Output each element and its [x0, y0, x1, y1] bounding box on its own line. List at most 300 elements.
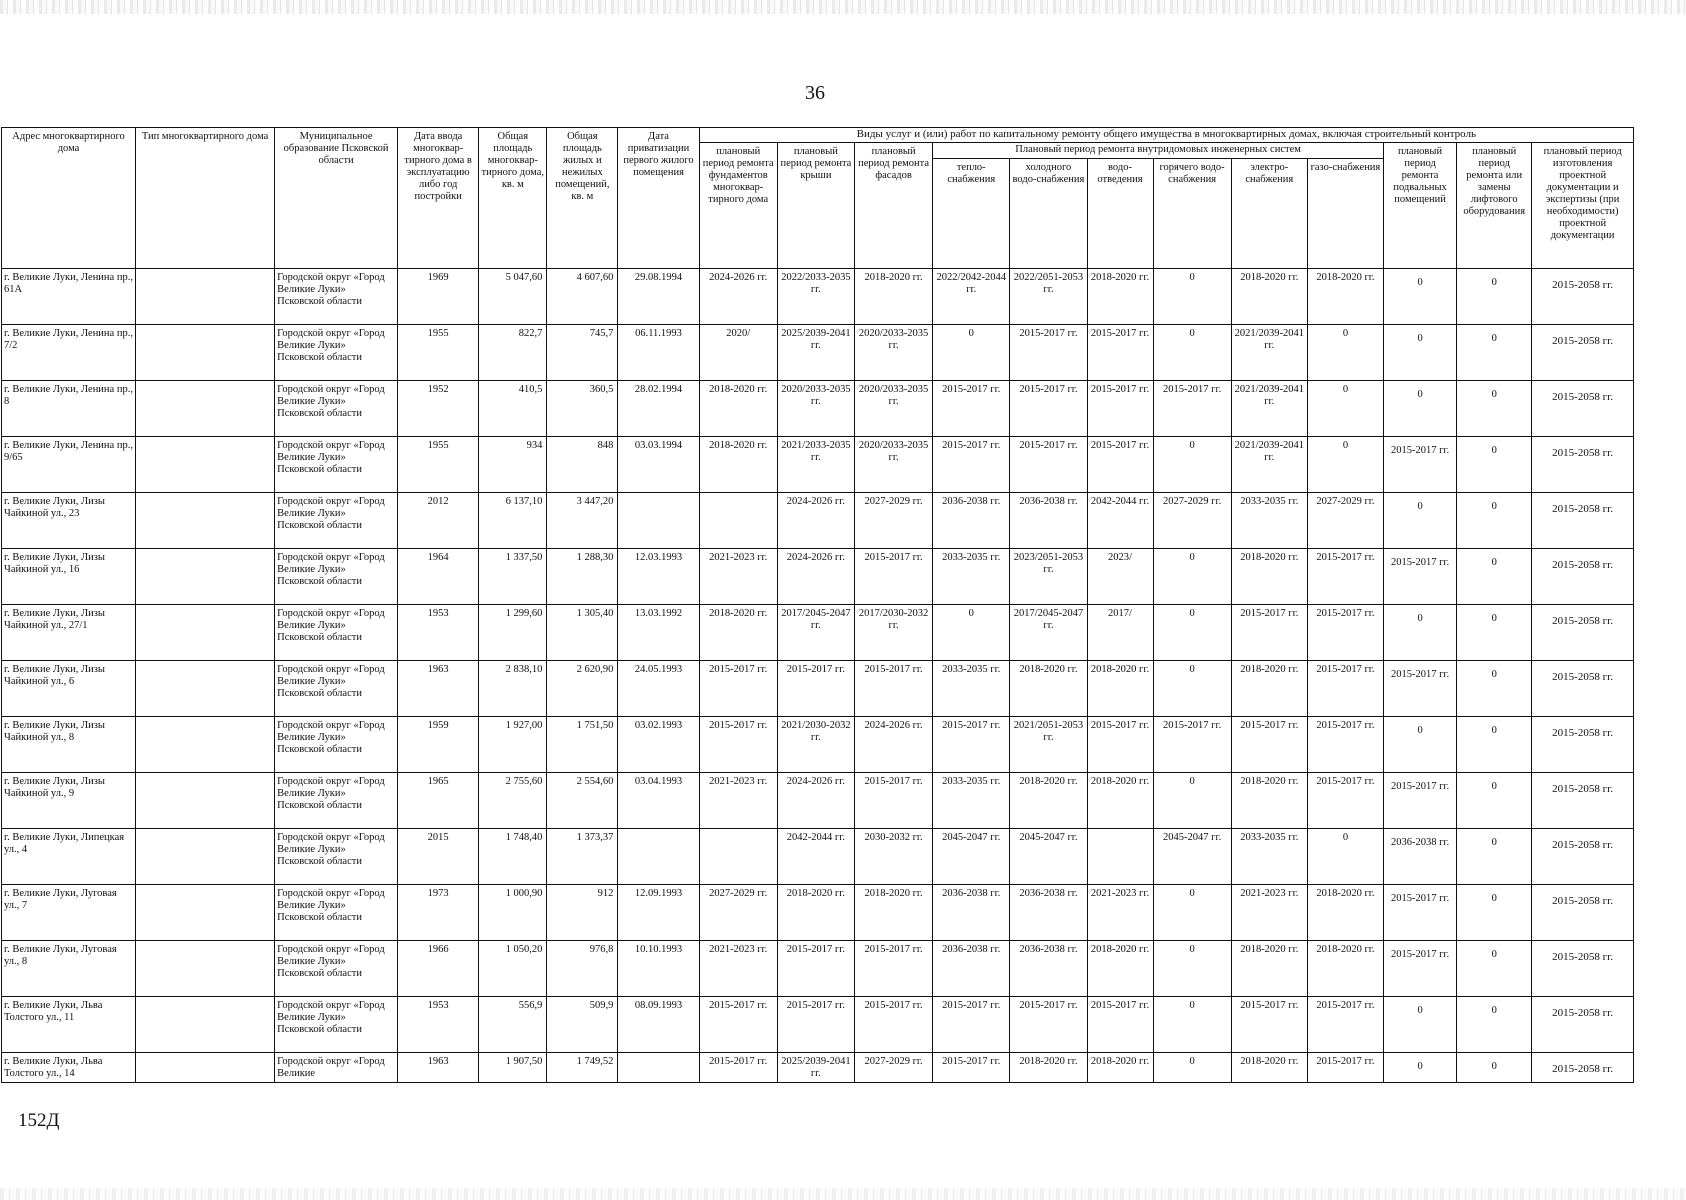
cell-design-docs: 2015-2058 гг.	[1532, 325, 1634, 381]
cell-heat: 2033-2035 гг.	[933, 773, 1010, 829]
table-row	[2, 381, 1634, 437]
cell-electric: 2021/2039-2041 гг.	[1231, 381, 1307, 437]
cell-house-type	[136, 1053, 275, 1083]
cell-hot-water: 0	[1153, 1053, 1231, 1083]
cell-electric: 2033-2035 гг.	[1231, 829, 1307, 885]
cell-living-area: 1 751,50	[547, 717, 618, 773]
cell-facade: 2020/2033-2035 гг.	[854, 325, 932, 381]
cell-hot-water: 2015-2017 гг.	[1153, 381, 1231, 437]
cell-municipality: Городской округ «Город Великие Луки» Псковской области	[275, 717, 398, 773]
cell-foundation: 2020/	[699, 325, 777, 381]
cell-design-docs: 2015-2058 гг.	[1532, 1053, 1634, 1083]
cell-living-area: 976,8	[547, 941, 618, 997]
cell-basement: 0	[1384, 325, 1457, 381]
cell-commission-year: 1973	[398, 885, 479, 941]
cell-sewer: 2015-2017 гг.	[1087, 325, 1153, 381]
cell-house-type	[136, 661, 275, 717]
cell-elevator: 0	[1457, 941, 1532, 997]
cell-privatization-date: 03.02.1993	[618, 717, 699, 773]
cell-facade: 2020/2033-2035 гг.	[854, 381, 932, 437]
cell-privatization-date: 24.05.1993	[618, 661, 699, 717]
cell-total-area: 1 050,20	[479, 941, 547, 997]
cell-living-area: 745,7	[547, 325, 618, 381]
cell-privatization-date	[618, 493, 699, 549]
cell-elevator: 0	[1457, 773, 1532, 829]
cell-design-docs: 2015-2058 гг.	[1532, 773, 1634, 829]
cell-address: г. Великие Луки, Льва Толстого ул., 11	[2, 997, 136, 1053]
cell-house-type	[136, 997, 275, 1053]
cell-address: г. Великие Луки, Ленина пр., 7/2	[2, 325, 136, 381]
cell-house-type	[136, 549, 275, 605]
cell-living-area: 1 749,52	[547, 1053, 618, 1083]
cell-cold-water: 2017/2045-2047 гг.	[1010, 605, 1087, 661]
cell-commission-year: 1966	[398, 941, 479, 997]
cell-electric: 2015-2017 гг.	[1231, 605, 1307, 661]
cell-foundation	[699, 493, 777, 549]
header-gas: газо-снабжения	[1307, 159, 1383, 269]
cell-living-area: 2 620,90	[547, 661, 618, 717]
cell-hot-water: 2045-2047 гг.	[1153, 829, 1231, 885]
cell-sewer: 2017/	[1087, 605, 1153, 661]
cell-house-type	[136, 381, 275, 437]
cell-hot-water: 0	[1153, 549, 1231, 605]
cell-electric: 2018-2020 гг.	[1231, 269, 1307, 325]
header-facade: плановый период ремонта фасадов	[854, 143, 932, 269]
cell-design-docs: 2015-2058 гг.	[1532, 717, 1634, 773]
cell-municipality: Городской округ «Город Великие Луки» Псковской области	[275, 605, 398, 661]
cell-commission-year: 1953	[398, 605, 479, 661]
cell-sewer: 2018-2020 гг.	[1087, 661, 1153, 717]
cell-elevator: 0	[1457, 325, 1532, 381]
cell-municipality: Городской округ «Город Великие Луки» Псковской области	[275, 269, 398, 325]
cell-facade: 2027-2029 гг.	[854, 1053, 932, 1083]
cell-hot-water: 2015-2017 гг.	[1153, 717, 1231, 773]
cell-sewer: 2042-2044 гг.	[1087, 493, 1153, 549]
cell-commission-year: 1952	[398, 381, 479, 437]
page-number: 36	[805, 82, 825, 104]
cell-municipality: Городской округ «Город Великие Луки» Псковской области	[275, 493, 398, 549]
cell-municipality: Городской округ «Город Великие Луки» Псковской области	[275, 941, 398, 997]
cell-cold-water: 2018-2020 гг.	[1010, 661, 1087, 717]
cell-facade: 2017/2030-2032 гг.	[854, 605, 932, 661]
table-header	[2, 128, 1634, 269]
table-row	[2, 717, 1634, 773]
cell-sewer: 2018-2020 гг.	[1087, 941, 1153, 997]
cell-address: г. Великие Луки, Лизы Чайкиной ул., 6	[2, 661, 136, 717]
cell-privatization-date: 12.09.1993	[618, 885, 699, 941]
cell-heat: 2015-2017 гг.	[933, 381, 1010, 437]
cell-facade: 2018-2020 гг.	[854, 269, 932, 325]
cell-heat: 0	[933, 325, 1010, 381]
cell-basement: 2015-2017 гг.	[1384, 661, 1457, 717]
cell-foundation: 2018-2020 гг.	[699, 381, 777, 437]
cell-basement: 0	[1384, 493, 1457, 549]
cell-hot-water: 0	[1153, 661, 1231, 717]
table-row	[2, 269, 1634, 325]
cell-foundation: 2027-2029 гг.	[699, 885, 777, 941]
cell-design-docs: 2015-2058 гг.	[1532, 941, 1634, 997]
cell-cold-water: 2015-2017 гг.	[1010, 325, 1087, 381]
cell-foundation: 2021-2023 гг.	[699, 941, 777, 997]
table-row	[2, 885, 1634, 941]
cell-municipality: Городской округ «Город Великие Луки» Псковской области	[275, 325, 398, 381]
cell-privatization-date: 03.03.1994	[618, 437, 699, 493]
cell-gas: 0	[1307, 829, 1383, 885]
cell-house-type	[136, 941, 275, 997]
cell-foundation: 2024-2026 гг.	[699, 269, 777, 325]
scan-edge-bottom	[0, 1188, 1686, 1200]
cell-roof: 2025/2039-2041 гг.	[777, 1053, 854, 1083]
header-roof: плановый период ремонта крыши	[777, 143, 854, 269]
cell-privatization-date	[618, 829, 699, 885]
cell-basement: 2015-2017 гг.	[1384, 941, 1457, 997]
cell-design-docs: 2015-2058 гг.	[1532, 885, 1634, 941]
cell-roof: 2017/2045-2047 гг.	[777, 605, 854, 661]
cell-basement: 2036-2038 гг.	[1384, 829, 1457, 885]
cell-cold-water: 2036-2038 гг.	[1010, 941, 1087, 997]
cell-house-type	[136, 717, 275, 773]
cell-hot-water: 0	[1153, 605, 1231, 661]
cell-cold-water: 2021/2051-2053 гг.	[1010, 717, 1087, 773]
cell-roof: 2025/2039-2041 гг.	[777, 325, 854, 381]
scan-edge-top	[0, 0, 1686, 14]
cell-hot-water: 0	[1153, 437, 1231, 493]
header-basement: плановый период ремонта подвальных помещений	[1384, 143, 1457, 269]
cell-sewer: 2015-2017 гг.	[1087, 717, 1153, 773]
cell-basement: 2015-2017 гг.	[1384, 437, 1457, 493]
cell-heat: 2033-2035 гг.	[933, 549, 1010, 605]
cell-hot-water: 0	[1153, 941, 1231, 997]
cell-cold-water: 2015-2017 гг.	[1010, 381, 1087, 437]
cell-municipality: Городской округ «Город Великие Луки» Псковской области	[275, 549, 398, 605]
cell-commission-year: 1963	[398, 1053, 479, 1083]
cell-address: г. Великие Луки, Лизы Чайкиной ул., 23	[2, 493, 136, 549]
cell-total-area: 1 337,50	[479, 549, 547, 605]
cell-elevator: 0	[1457, 885, 1532, 941]
cell-cold-water: 2018-2020 гг.	[1010, 1053, 1087, 1083]
cell-total-area: 822,7	[479, 325, 547, 381]
cell-hot-water: 0	[1153, 885, 1231, 941]
cell-municipality: Городской округ «Город Великие Луки» Псковской области	[275, 997, 398, 1053]
cell-municipality: Городской округ «Город Великие Луки» Псковской области	[275, 661, 398, 717]
cell-hot-water: 0	[1153, 773, 1231, 829]
header-systems-group: Плановый период ремонта внутридомовых инженерных систем	[933, 143, 1384, 159]
cell-gas: 2015-2017 гг.	[1307, 717, 1383, 773]
header-sewer: водо-отведения	[1087, 159, 1153, 269]
cell-gas: 2018-2020 гг.	[1307, 885, 1383, 941]
cell-address: г. Великие Луки, Луговая ул., 7	[2, 885, 136, 941]
cell-commission-year: 1953	[398, 997, 479, 1053]
cell-living-area: 1 288,30	[547, 549, 618, 605]
cell-roof: 2015-2017 гг.	[777, 661, 854, 717]
cell-living-area: 1 373,37	[547, 829, 618, 885]
capital-repair-table	[1, 127, 1634, 1083]
cell-roof: 2022/2033-2035 гг.	[777, 269, 854, 325]
cell-sewer: 2018-2020 гг.	[1087, 1053, 1153, 1083]
cell-facade: 2015-2017 гг.	[854, 661, 932, 717]
cell-house-type	[136, 773, 275, 829]
cell-facade: 2030-2032 гг.	[854, 829, 932, 885]
cell-heat: 2015-2017 гг.	[933, 437, 1010, 493]
cell-facade: 2015-2017 гг.	[854, 773, 932, 829]
cell-foundation: 2015-2017 гг.	[699, 997, 777, 1053]
cell-basement: 0	[1384, 269, 1457, 325]
cell-commission-year: 1965	[398, 773, 479, 829]
cell-gas: 2015-2017 гг.	[1307, 605, 1383, 661]
cell-electric: 2021/2039-2041 гг.	[1231, 437, 1307, 493]
cell-privatization-date: 29.08.1994	[618, 269, 699, 325]
cell-total-area: 5 047,60	[479, 269, 547, 325]
cell-privatization-date: 13.03.1992	[618, 605, 699, 661]
cell-commission-year: 2015	[398, 829, 479, 885]
cell-sewer: 2015-2017 гг.	[1087, 997, 1153, 1053]
cell-gas: 2018-2020 гг.	[1307, 269, 1383, 325]
header-cold-water: холодного водо-снабжения	[1010, 159, 1087, 269]
cell-privatization-date: 12.03.1993	[618, 549, 699, 605]
cell-gas: 2015-2017 гг.	[1307, 773, 1383, 829]
table-row	[2, 661, 1634, 717]
cell-municipality: Городской округ «Город Великие Луки» Псковской области	[275, 437, 398, 493]
cell-total-area: 1 748,40	[479, 829, 547, 885]
cell-cold-water: 2015-2017 гг.	[1010, 997, 1087, 1053]
cell-roof: 2018-2020 гг.	[777, 885, 854, 941]
cell-municipality: Городской округ «Город Великие Луки» Псковской области	[275, 381, 398, 437]
cell-roof: 2015-2017 гг.	[777, 997, 854, 1053]
cell-hot-water: 2027-2029 гг.	[1153, 493, 1231, 549]
cell-house-type	[136, 605, 275, 661]
cell-design-docs: 2015-2058 гг.	[1532, 381, 1634, 437]
cell-facade: 2020/2033-2035 гг.	[854, 437, 932, 493]
cell-roof: 2024-2026 гг.	[777, 549, 854, 605]
header-address: Адрес многоквартирного дома	[2, 128, 136, 269]
header-total-area: Общая площадь многоквар-тирного дома, кв. м	[479, 128, 547, 269]
cell-design-docs: 2015-2058 гг.	[1532, 437, 1634, 493]
cell-total-area: 2 755,60	[479, 773, 547, 829]
header-works-group: Виды услуг и (или) работ по капитальному ремонту общего имущества в многоквартирных домах, включая строительный контроль	[699, 128, 1633, 143]
cell-privatization-date	[618, 1053, 699, 1083]
cell-house-type	[136, 269, 275, 325]
cell-privatization-date: 03.04.1993	[618, 773, 699, 829]
cell-privatization-date: 06.11.1993	[618, 325, 699, 381]
cell-living-area: 509,9	[547, 997, 618, 1053]
cell-total-area: 2 838,10	[479, 661, 547, 717]
table-row	[2, 605, 1634, 661]
cell-privatization-date: 08.09.1993	[618, 997, 699, 1053]
cell-elevator: 0	[1457, 1053, 1532, 1083]
cell-house-type	[136, 437, 275, 493]
cell-privatization-date: 28.02.1994	[618, 381, 699, 437]
cell-heat: 2036-2038 гг.	[933, 493, 1010, 549]
cell-roof: 2024-2026 гг.	[777, 773, 854, 829]
cell-electric: 2015-2017 гг.	[1231, 717, 1307, 773]
cell-elevator: 0	[1457, 605, 1532, 661]
cell-hot-water: 0	[1153, 997, 1231, 1053]
cell-address: г. Великие Луки, Луговая ул., 8	[2, 941, 136, 997]
cell-commission-year: 1969	[398, 269, 479, 325]
cell-foundation: 2015-2017 гг.	[699, 717, 777, 773]
cell-basement: 2015-2017 гг.	[1384, 773, 1457, 829]
header-electric: электро-снабжения	[1231, 159, 1307, 269]
cell-basement: 0	[1384, 381, 1457, 437]
cell-gas: 2015-2017 гг.	[1307, 997, 1383, 1053]
cell-electric: 2021/2039-2041 гг.	[1231, 325, 1307, 381]
cell-municipality: Городской округ «Город Великие Луки» Псковской области	[275, 773, 398, 829]
cell-total-area: 556,9	[479, 997, 547, 1053]
header-commission-date: Дата ввода многоквар-тирного дома в эксплуатацию либо год постройки	[398, 128, 479, 269]
cell-sewer: 2018-2020 гг.	[1087, 773, 1153, 829]
header-hot-water: горячего водо-снабжения	[1153, 159, 1231, 269]
cell-commission-year: 1964	[398, 549, 479, 605]
cell-electric: 2033-2035 гг.	[1231, 493, 1307, 549]
cell-total-area: 934	[479, 437, 547, 493]
table-row	[2, 437, 1634, 493]
table-row	[2, 941, 1634, 997]
cell-facade: 2015-2017 гг.	[854, 549, 932, 605]
cell-roof: 2021/2033-2035 гг.	[777, 437, 854, 493]
cell-hot-water: 0	[1153, 325, 1231, 381]
cell-elevator: 0	[1457, 437, 1532, 493]
cell-heat: 2015-2017 гг.	[933, 1053, 1010, 1083]
cell-heat: 2015-2017 гг.	[933, 717, 1010, 773]
cell-elevator: 0	[1457, 381, 1532, 437]
cell-design-docs: 2015-2058 гг.	[1532, 493, 1634, 549]
cell-roof: 2021/2030-2032 гг.	[777, 717, 854, 773]
cell-commission-year: 1955	[398, 325, 479, 381]
cell-total-area: 410,5	[479, 381, 547, 437]
cell-electric: 2018-2020 гг.	[1231, 773, 1307, 829]
cell-roof: 2024-2026 гг.	[777, 493, 854, 549]
table-row	[2, 1053, 1634, 1083]
cell-basement: 2015-2017 гг.	[1384, 549, 1457, 605]
header-elevator: плановый период ремонта или замены лифтового оборудования	[1457, 143, 1532, 269]
cell-sewer: 2015-2017 гг.	[1087, 381, 1153, 437]
cell-electric: 2015-2017 гг.	[1231, 997, 1307, 1053]
header-design-docs: плановый период изготовления проектной документации и экспертизы (при необходимости) проектной документации	[1532, 143, 1634, 269]
cell-address: г. Великие Луки, Ленина пр., 61А	[2, 269, 136, 325]
cell-foundation: 2021-2023 гг.	[699, 773, 777, 829]
cell-hot-water: 0	[1153, 269, 1231, 325]
cell-total-area: 1 927,00	[479, 717, 547, 773]
cell-gas: 2018-2020 гг.	[1307, 941, 1383, 997]
header-municipality: Муниципальное образование Псковской области	[275, 128, 398, 269]
cell-municipality: Городской округ «Город Великие	[275, 1053, 398, 1083]
cell-foundation: 2015-2017 гг.	[699, 661, 777, 717]
cell-facade: 2024-2026 гг.	[854, 717, 932, 773]
cell-elevator: 0	[1457, 661, 1532, 717]
cell-living-area: 848	[547, 437, 618, 493]
cell-municipality: Городской округ «Город Великие Луки» Псковской области	[275, 829, 398, 885]
cell-facade: 2027-2029 гг.	[854, 493, 932, 549]
cell-design-docs: 2015-2058 гг.	[1532, 997, 1634, 1053]
cell-gas: 2015-2017 гг.	[1307, 549, 1383, 605]
cell-elevator: 0	[1457, 269, 1532, 325]
cell-facade: 2018-2020 гг.	[854, 885, 932, 941]
table-row	[2, 773, 1634, 829]
cell-total-area: 1 299,60	[479, 605, 547, 661]
cell-gas: 0	[1307, 381, 1383, 437]
cell-basement: 0	[1384, 717, 1457, 773]
cell-foundation: 2021-2023 гг.	[699, 549, 777, 605]
cell-cold-water: 2036-2038 гг.	[1010, 493, 1087, 549]
cell-design-docs: 2015-2058 гг.	[1532, 549, 1634, 605]
cell-cold-water: 2022/2051-2053 гг.	[1010, 269, 1087, 325]
cell-cold-water: 2023/2051-2053 гг.	[1010, 549, 1087, 605]
cell-house-type	[136, 885, 275, 941]
cell-foundation: 2018-2020 гг.	[699, 437, 777, 493]
cell-elevator: 0	[1457, 549, 1532, 605]
cell-elevator: 0	[1457, 717, 1532, 773]
cell-basement: 0	[1384, 605, 1457, 661]
cell-living-area: 3 447,20	[547, 493, 618, 549]
cell-basement: 0	[1384, 1053, 1457, 1083]
cell-cold-water: 2036-2038 гг.	[1010, 885, 1087, 941]
cell-address: г. Великие Луки, Ленина пр., 8	[2, 381, 136, 437]
header-living-area: Общая площадь жилых и нежилых помещений, кв. м	[547, 128, 618, 269]
cell-total-area: 6 137,10	[479, 493, 547, 549]
cell-gas: 2015-2017 гг.	[1307, 1053, 1383, 1083]
cell-heat: 0	[933, 605, 1010, 661]
cell-electric: 2018-2020 гг.	[1231, 661, 1307, 717]
header-privatization-date: Дата приватизации первого жилого помещения	[618, 128, 699, 269]
cell-basement: 0	[1384, 997, 1457, 1053]
cell-heat: 2045-2047 гг.	[933, 829, 1010, 885]
cell-basement: 2015-2017 гг.	[1384, 885, 1457, 941]
cell-gas: 0	[1307, 437, 1383, 493]
cell-heat: 2036-2038 гг.	[933, 885, 1010, 941]
cell-sewer: 2021-2023 гг.	[1087, 885, 1153, 941]
cell-facade: 2015-2017 гг.	[854, 941, 932, 997]
table-row	[2, 493, 1634, 549]
cell-address: г. Великие Луки, Лизы Чайкиной ул., 9	[2, 773, 136, 829]
cell-elevator: 0	[1457, 997, 1532, 1053]
cell-living-area: 360,5	[547, 381, 618, 437]
header-foundation: плановый период ремонта фундаментов многоквар-тирного дома	[699, 143, 777, 269]
cell-electric: 2018-2020 гг.	[1231, 1053, 1307, 1083]
cell-elevator: 0	[1457, 829, 1532, 885]
sheet-code: 152Д	[18, 1110, 60, 1131]
cell-design-docs: 2015-2058 гг.	[1532, 829, 1634, 885]
cell-commission-year: 2012	[398, 493, 479, 549]
cell-living-area: 1 305,40	[547, 605, 618, 661]
cell-privatization-date: 10.10.1993	[618, 941, 699, 997]
cell-address: г. Великие Луки, Липецкая ул., 4	[2, 829, 136, 885]
cell-foundation: 2015-2017 гг.	[699, 1053, 777, 1083]
cell-house-type	[136, 325, 275, 381]
header-house-type: Тип многоквартирного дома	[136, 128, 275, 269]
cell-commission-year: 1959	[398, 717, 479, 773]
cell-sewer	[1087, 829, 1153, 885]
cell-total-area: 1 000,90	[479, 885, 547, 941]
cell-commission-year: 1955	[398, 437, 479, 493]
table-row	[2, 325, 1634, 381]
cell-cold-water: 2015-2017 гг.	[1010, 437, 1087, 493]
cell-roof: 2042-2044 гг.	[777, 829, 854, 885]
cell-address: г. Великие Луки, Лизы Чайкиной ул., 16	[2, 549, 136, 605]
table-body	[2, 269, 1634, 1083]
cell-sewer: 2015-2017 гг.	[1087, 437, 1153, 493]
cell-foundation: 2018-2020 гг.	[699, 605, 777, 661]
cell-design-docs: 2015-2058 гг.	[1532, 661, 1634, 717]
cell-heat: 2036-2038 гг.	[933, 941, 1010, 997]
cell-living-area: 912	[547, 885, 618, 941]
cell-elevator: 0	[1457, 493, 1532, 549]
cell-cold-water: 2045-2047 гг.	[1010, 829, 1087, 885]
cell-roof: 2015-2017 гг.	[777, 941, 854, 997]
cell-gas: 2015-2017 гг.	[1307, 661, 1383, 717]
cell-address: г. Великие Луки, Лизы Чайкиной ул., 8	[2, 717, 136, 773]
cell-heat: 2033-2035 гг.	[933, 661, 1010, 717]
cell-roof: 2020/2033-2035 гг.	[777, 381, 854, 437]
